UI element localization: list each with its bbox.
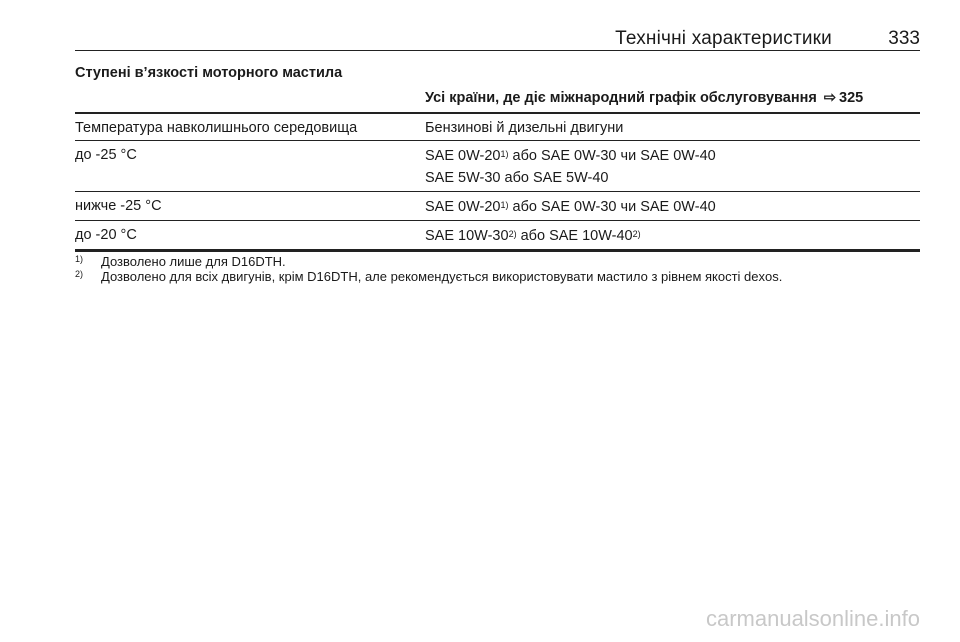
section-title: Ступені в’язкості моторного мастила	[75, 65, 343, 81]
footnote-ref: 2)	[508, 229, 517, 239]
footnote-text: Дозволено лише для D16DTH.	[101, 254, 286, 269]
viscosity-cell	[425, 141, 920, 191]
viscosity-cell	[425, 221, 920, 249]
viscosity-line: SAE 5W-30 або SAE 5W-40	[425, 170, 609, 186]
footnote	[75, 269, 920, 284]
page-number: 333	[888, 28, 920, 49]
viscosity-line	[425, 198, 920, 220]
table-caption-text	[425, 90, 863, 106]
footnote-mark: 1)	[75, 254, 84, 264]
viscosity-grade: SAE 10W-30	[425, 228, 509, 244]
viscosity-line	[425, 147, 920, 169]
page-header	[75, 24, 920, 51]
viscosity-grade-alternatives: або SAE 0W-30 чи SAE 0W-40	[508, 199, 716, 215]
temperature-cell: до -20 °C	[75, 227, 137, 243]
viscosity-grade-alternatives: або SAE 0W-30 чи SAE 0W-40	[508, 148, 716, 164]
page-reference-link[interactable]: 325	[839, 90, 864, 106]
column-header-engines: Бензинові й дизельні двигуни	[425, 120, 624, 136]
footnote-ref: 1)	[500, 149, 509, 159]
table-header-row	[75, 114, 920, 141]
footnotes	[75, 254, 920, 284]
viscosity-line	[425, 227, 920, 249]
column-header-temperature: Температура навколишнього середовища	[75, 120, 358, 136]
footnote	[75, 254, 920, 269]
temperature-cell: нижче -25 °C	[75, 198, 162, 214]
viscosity-grade: SAE 0W-20	[425, 148, 501, 164]
viscosity-table	[75, 86, 920, 252]
footnote-text: Дозволено для всіх двигунів, крім D16DTH, але рекомендується використовувати мастило з рівнем якості dexos.	[101, 269, 783, 284]
table-row	[75, 192, 920, 221]
viscosity-grade-alternatives: або SAE 10W-40	[516, 228, 633, 244]
footnote-ref: 1)	[500, 200, 509, 210]
watermark: carmanualsonline.info	[705, 606, 920, 631]
page-title: Технічні характеристики	[615, 28, 832, 49]
temperature-cell: до -25 °C	[75, 147, 137, 163]
table-row	[75, 221, 920, 252]
footnote-mark: 2)	[75, 269, 84, 279]
footnote-ref: 2)	[632, 229, 641, 239]
table-row	[75, 141, 920, 192]
viscosity-cell	[425, 192, 920, 220]
table-caption	[75, 86, 920, 114]
page-reference-arrow-icon: ⇨	[823, 90, 836, 106]
viscosity-grade: SAE 0W-20	[425, 199, 501, 215]
table-caption-label: Усі країни, де діє міжнародний графік обслуговування	[425, 90, 817, 106]
